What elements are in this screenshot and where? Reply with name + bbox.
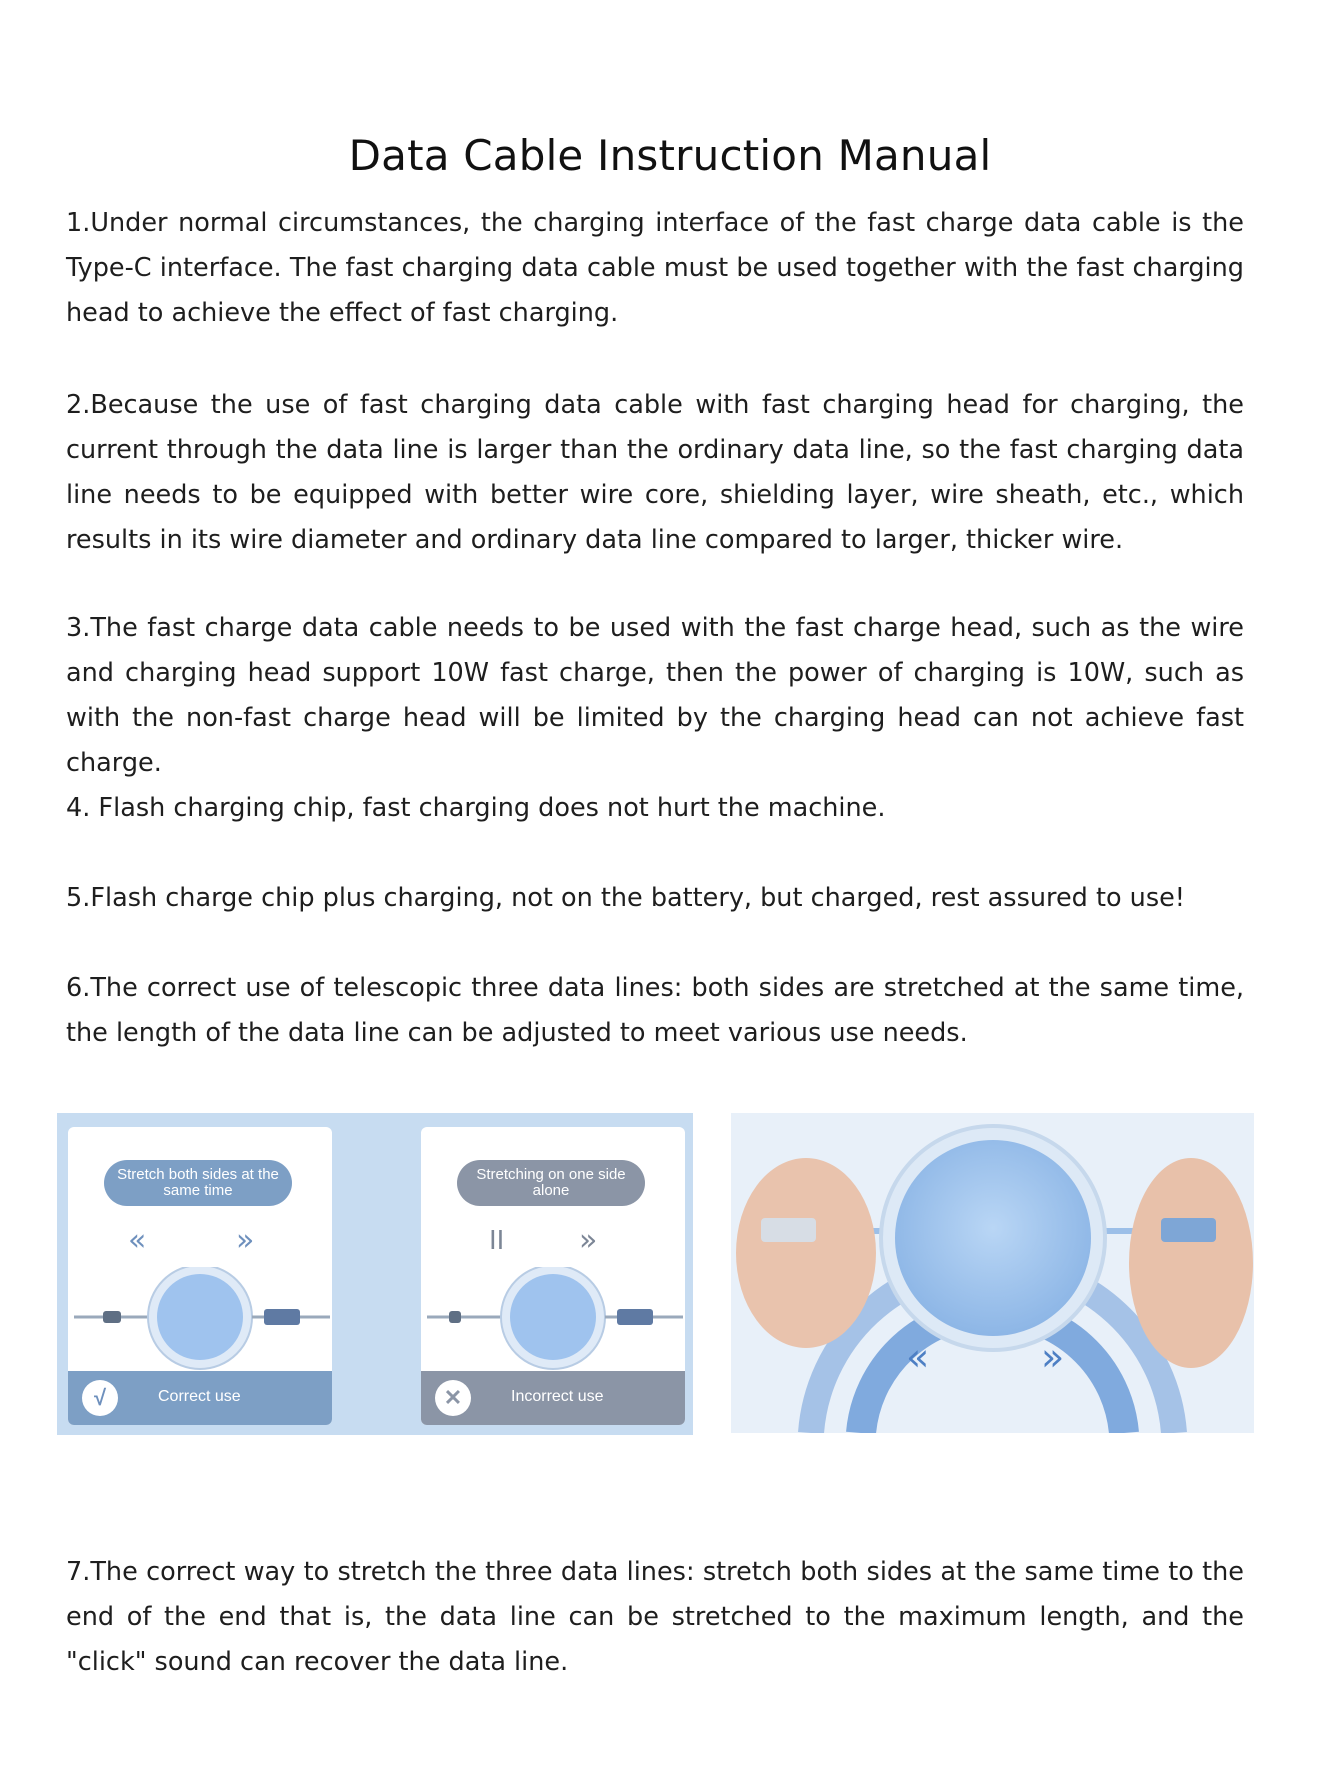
incorrect-use-caption: Stretching on one side alone [457,1160,645,1206]
left-arrow-icon: « [906,1335,930,1379]
right-arrow-icon: » [1041,1335,1065,1379]
correct-use-panel [68,1127,332,1425]
instruction-paragraph-2: 2.Because the use of fast charging data cable with fast charging head for charging, the current through the data line is larger than the ordinary data line, so the fast charging data line needs to be equipped with better wire core, shielding layer, wire sheath, etc., which results in its wire diameter and ordinary data line compared to larger, thicker wire. [66,389,1244,555]
instruction-paragraph-4: 4. Flash charging chip, fast charging does not hurt the machine. [66,792,886,823]
right-arrow-icon: » [579,1223,598,1258]
cross-icon: ✕ [435,1380,471,1416]
right-arrow-icon: » [236,1223,255,1258]
incorrect-use-footer [421,1371,685,1425]
incorrect-use-panel [421,1127,685,1425]
instruction-paragraph-5: 5.Flash charge chip plus charging, not on the battery, but charged, rest assured to use! [66,882,1186,913]
instruction-paragraph-7: 7.The correct way to stretch the three data lines: stretch both sides at the same time to the end of the end that is, the data line can be stretched to the maximum length, and the "click" sound can recover the data line. [66,1556,1244,1677]
page-title: Data Cable Instruction Manual [348,131,992,181]
incorrect-use-label: Incorrect use [511,1388,604,1405]
retractable-cable-illustration [68,1267,332,1377]
hands-stretching-cable-photo [731,1113,1254,1433]
correct-use-caption: Stretch both sides at the same time [104,1160,292,1206]
correct-use-label: Correct use [158,1388,241,1405]
instruction-paragraph-1: 1.Under normal circumstances, the charging interface of the fast charge data cable is the Type-C interface. The fast charging data cable must be used together with the fast charging head to achieve the effect of fast charging. [66,207,1244,328]
left-arrow-icon: « [128,1223,147,1258]
checkmark-icon: √ [82,1380,118,1416]
instruction-paragraph-6: 6.The correct use of telescopic three data lines: both sides are stretched at the same time, the length of the data line can be adjusted to meet various use needs. [66,972,1244,1048]
usage-comparison-figure [57,1113,693,1435]
cable-photo-illustration [731,1113,1254,1433]
pause-icon: II [489,1226,505,1256]
instruction-paragraph-3: 3.The fast charge data cable needs to be used with the fast charge head, such as the wire and charging head support 10W fast charge, then the power of charging is 10W, such as with the non-fast charge head will be limited by the charging head can not achieve fast charge. [66,612,1244,778]
retractable-cable-illustration [421,1267,685,1377]
correct-use-footer [68,1371,332,1425]
